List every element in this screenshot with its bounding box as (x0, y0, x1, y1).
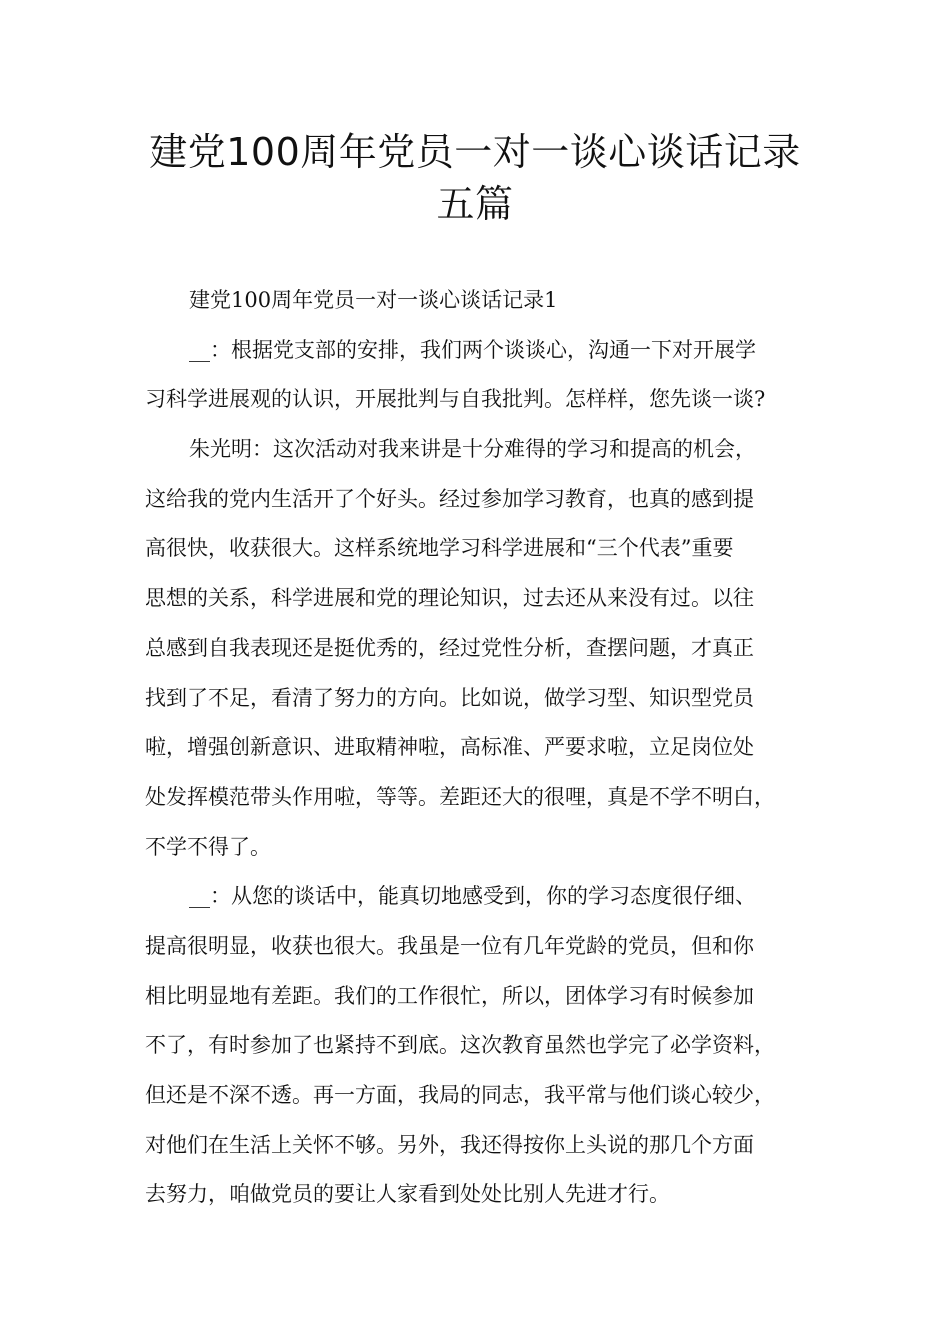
paragraph-line: 总感到自我表现还是挺优秀的，经过党性分析，查摆问题，才真正 (145, 635, 754, 660)
paragraph-line: __：从您的谈话中，能真切地感受到，你的学习态度很仔细、 (189, 884, 756, 909)
paragraph-line: 这给我的党内生活开了个好头。经过参加学习教育，也真的感到提 (145, 486, 754, 511)
paragraph-line: 啦，增强创新意识、进取精神啦，高标准、严要求啦，立足岗位处 (145, 735, 754, 760)
paragraph-line: 但还是不深不透。再一方面，我局的同志，我平常与他们谈心较少， (145, 1083, 775, 1107)
paragraph-line: 找到了不足，看清了努力的方向。比如说，做学习型、知识型党员 (145, 685, 754, 710)
document-title-line-1: 建党100周年党员一对一谈心谈话记录 (149, 130, 801, 174)
paragraph-line: 习科学进展观的认识，开展批判与自我批判。怎样样，您先谈一谈? (145, 387, 766, 412)
paragraph-line: 相比明显地有差距。我们的工作很忙，所以，团体学习有时候参加 (145, 983, 754, 1008)
paragraph-line: __：根据党支部的安排，我们两个谈谈心，沟通一下对开展学 (189, 337, 756, 362)
paragraph-line: 去努力，咱做党员的要让人家看到处处比别人先进才行。 (145, 1182, 670, 1207)
paragraph-line: 处发挥模范带头作用啦，等等。差距还大的很哩，真是不学不明白， (145, 784, 775, 809)
section-heading: 建党100周年党员一对一谈心谈话记录1 (189, 288, 558, 312)
paragraph-line: 思想的关系，科学进展和党的理论知识，过去还从来没有过。以往 (145, 586, 754, 611)
document-title-line-2: 五篇 (436, 182, 514, 226)
paragraph-line: 高很快，收获很大。这样系统地学习科学进展和“三个代表”重要 (145, 536, 734, 561)
document-body (145, 276, 810, 1220)
paragraph-line: 朱光明：这次活动对我来讲是十分难得的学习和提高的机会， (189, 437, 756, 462)
paragraph-line: 不了，有时参加了也紧持不到底。这次教育虽然也学完了必学资料， (145, 1033, 775, 1058)
paragraph-line: 对他们在生活上关怀不够。另外，我还得按你上头说的那几个方面 (145, 1132, 754, 1157)
paragraph-line: 不学不得了。 (145, 834, 271, 859)
paragraph-line: 提高很明显，收获也很大。我虽是一位有几年党龄的党员，但和你 (145, 933, 754, 958)
